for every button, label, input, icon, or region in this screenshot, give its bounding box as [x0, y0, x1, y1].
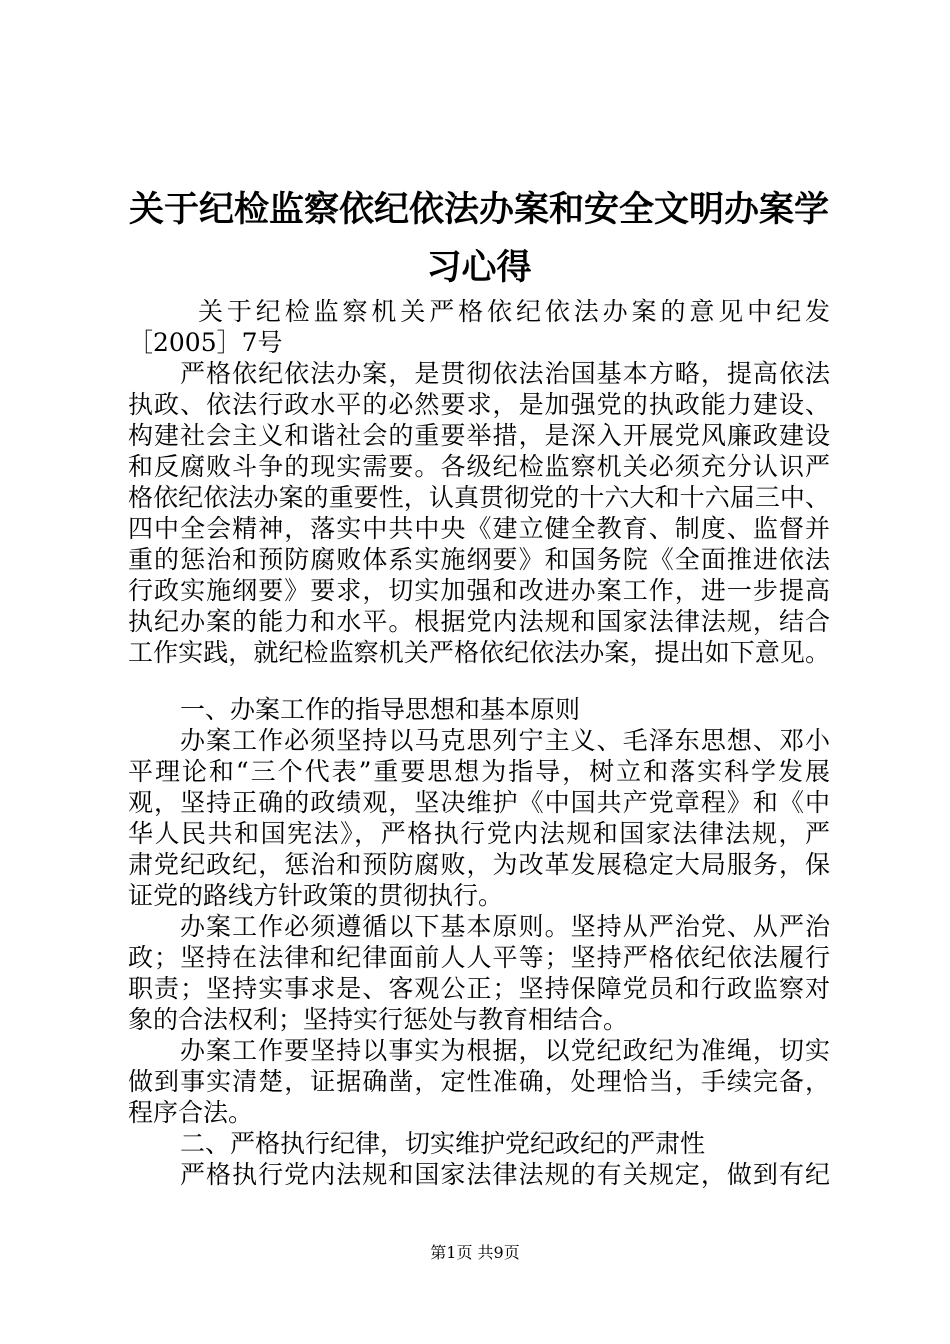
body-line: 严格执行党内法规和国家法律法规的有关规定，做到有纪: [180, 1160, 830, 1189]
body-line: 观，坚持正确的政绩观，坚决维护《中国共产党章程》和《中: [128, 788, 830, 817]
body-line: 执政、依法行政水平的必然要求，是加强党的执政能力建设、: [128, 390, 830, 419]
body-line: 办案工作必须遵循以下基本原则。坚持从严治党、从严治: [180, 912, 830, 941]
document-body: [128, 296, 830, 1190]
body-line: 关于纪检监察机关严格依纪依法办案的意见中纪发: [198, 297, 830, 326]
paragraph-gap: [128, 668, 830, 694]
page-number-footer: 第1页 共9页: [430, 1243, 520, 1262]
body-line: 严格依纪依法办案，是贯彻依法治国基本方略，提高依法: [180, 359, 830, 388]
body-line: 做到事实清楚，证据确凿，定性准确，处理恰当，手续完备，: [128, 1067, 830, 1096]
body-line: 证党的路线方针政策的贯彻执行。: [128, 881, 504, 910]
body-line: 和反腐败斗争的现实需要。各级纪检监察机关必须充分认识严: [128, 452, 830, 481]
body-line: 工作实践，就纪检监察机关严格依纪依法办案，提出如下意见。: [128, 638, 830, 667]
body-line: 象的合法权利；坚持实行惩处与教育相结合。: [128, 1005, 629, 1034]
body-line: 政；坚持在法律和纪律面前人人平等；坚持严格依纪依法履行: [128, 943, 830, 972]
document-title-line-2: 习心得: [426, 248, 532, 288]
body-line: 构建社会主义和谐社会的重要举措，是深入开展党风廉政建设: [128, 421, 830, 450]
body-line: 执纪办案的能力和水平。根据党内法规和国家法律法规，结合: [128, 607, 830, 636]
section-heading: 一、办案工作的指导思想和基本原则: [180, 695, 581, 724]
body-line: 肃党纪政纪，惩治和预防腐败，为改革发展稳定大局服务，保: [128, 850, 830, 879]
section-heading: 二、严格执行纪律，切实维护党纪政纪的严肃性: [180, 1129, 706, 1158]
body-line: 行政实施纲要》要求，切实加强和改进办案工作，进一步提高: [128, 576, 830, 605]
body-line: 程序合法。: [128, 1098, 254, 1127]
body-line: ［2005］7号: [128, 328, 283, 357]
body-line: 华人民共和国宪法》，严格执行党内法规和国家法律法规，严: [128, 819, 830, 848]
body-line: 重的惩治和预防腐败体系实施纲要》和国务院《全面推进依法: [128, 545, 830, 574]
body-line: 平理论和“三个代表”重要思想为指导，树立和落实科学发展: [128, 757, 830, 786]
document-title-line-1: 关于纪检监察依纪依法办案和安全文明办案学: [128, 190, 829, 230]
body-line: 四中全会精神，落实中共中央《建立健全教育、制度、监督并: [128, 514, 830, 543]
body-line: 办案工作必须坚持以马克思列宁主义、毛泽东思想、邓小: [180, 726, 830, 755]
body-line: 办案工作要坚持以事实为根据，以党纪政纪为准绳，切实: [180, 1036, 830, 1065]
body-line: 职责；坚持实事求是、客观公正；坚持保障党员和行政监察对: [128, 974, 830, 1003]
body-line: 格依纪依法办案的重要性，认真贯彻党的十六大和十六届三中、: [128, 483, 830, 512]
